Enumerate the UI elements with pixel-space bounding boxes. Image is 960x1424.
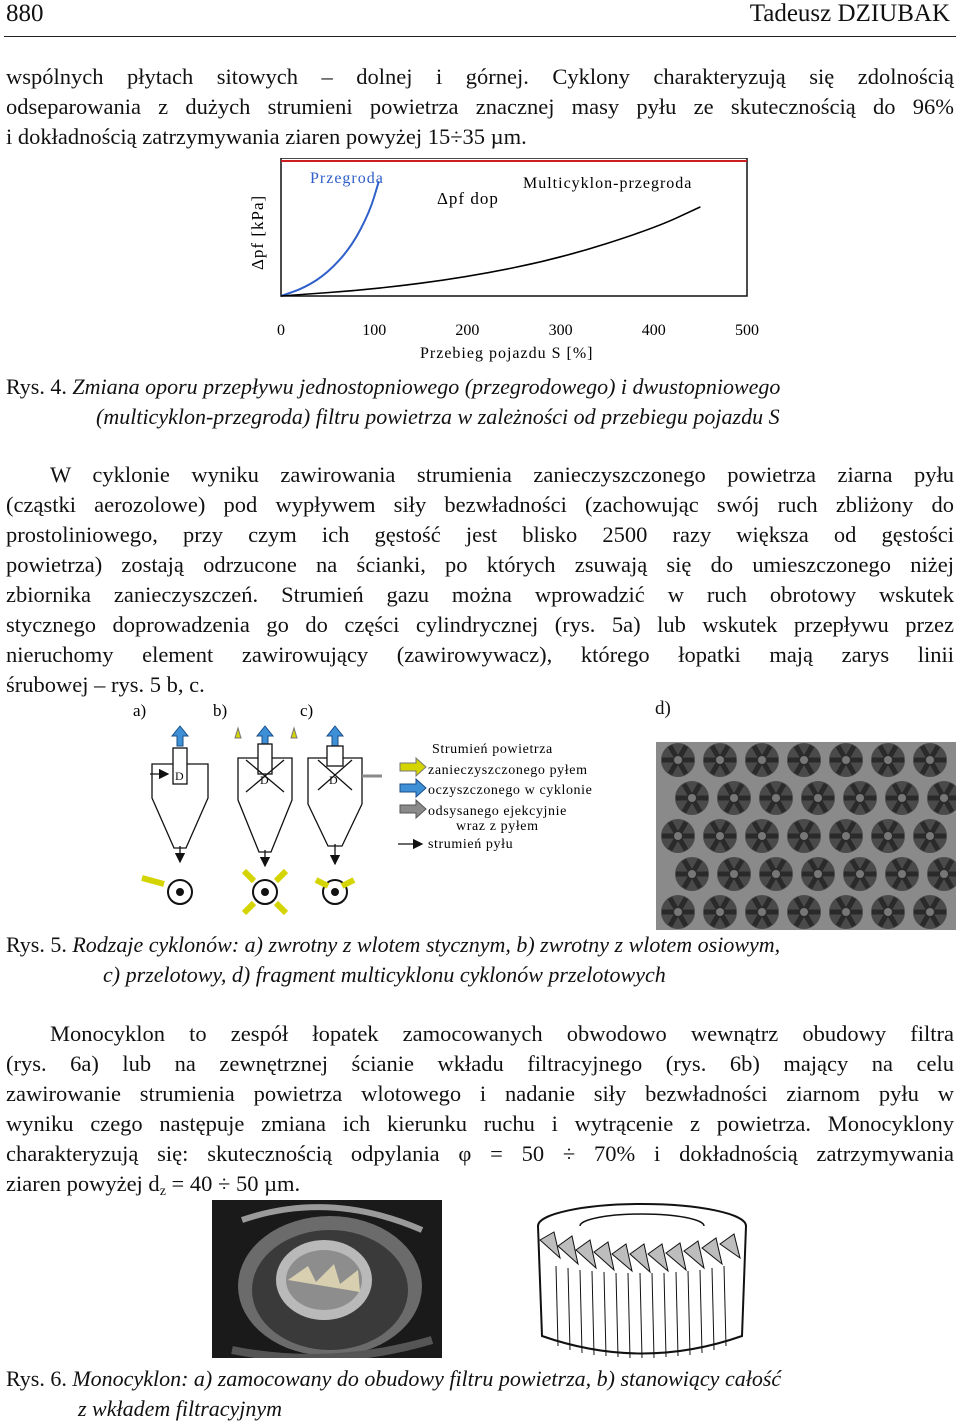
- plan-view-c: [316, 880, 354, 904]
- text-line: charakteryzują się: skutecznością odpylania φ = 50 ÷ 70% i dokładnością zatrzymywania: [6, 1141, 954, 1166]
- swirl-vane-element: [843, 781, 877, 815]
- swirl-vane-element: [717, 857, 751, 891]
- clean-air-arrow: [257, 726, 273, 746]
- text-line: stycznego doprowadzenia go do części cylindrycznej (rys. 5a) lub wskutek przepływu przez: [6, 612, 954, 637]
- threshold-label: Δpf dop: [437, 189, 499, 208]
- caption-line: Monocyklon: a) zamocowany do obudowy filtru powietrza, b) stanowiący całość: [72, 1366, 782, 1391]
- monocyclon-filter-insert-drawing: [520, 1196, 760, 1368]
- legend-swatch-ejected: [400, 800, 426, 818]
- swirl-vane-element: [675, 781, 709, 815]
- monocyclon-housing-photo: [212, 1200, 442, 1358]
- cyclone-b: [238, 744, 292, 866]
- swirl-vane-element: [913, 895, 947, 929]
- page-number: 880: [6, 0, 44, 27]
- header-rule: [4, 36, 956, 37]
- text-line: wspólnych płytach sitowych – dolnej i górnej. Cyklony charakteryzują się zdolnością: [6, 64, 954, 89]
- swirl-vane-element: [703, 819, 737, 853]
- swirl-vane-element: [829, 819, 863, 853]
- running-author: Tadeusz DZIUBAK: [749, 0, 950, 27]
- plan-view-a: [142, 878, 192, 904]
- diameter-label: D: [329, 773, 338, 787]
- cyclone-c: [308, 746, 382, 864]
- swirl-vane-element: [913, 743, 947, 777]
- paragraph-3: [6, 1019, 954, 1207]
- dirty-air-arrow: [235, 728, 241, 738]
- x-tick-label: 500: [735, 322, 759, 339]
- legend-item: odsysanego ejekcyjnie: [428, 804, 567, 819]
- swirl-vane-element: [661, 743, 695, 777]
- swirl-vane-element: [745, 895, 779, 929]
- swirl-vane-element: [843, 857, 877, 891]
- caption-line: c) przelotowy, d) fragment multicyklonu cyklonów przelotowych: [103, 962, 666, 987]
- text-line: śrubowej – rys. 5 b, c.: [6, 672, 205, 697]
- text-line: i dokładnością zatrzymywania ziaren powyżej 15÷35 µm.: [6, 124, 527, 149]
- text-fragment: = 40 ÷ 50 µm.: [165, 1171, 301, 1196]
- cyclone-a: [150, 748, 208, 862]
- text-line: zbiornika zanieczyszczeń. Strumień gazu można wprowadzić w ruch obrotowy wskutek: [6, 582, 954, 607]
- legend-swatch-dirty: [400, 758, 426, 776]
- caption-label: Rys. 4.: [6, 374, 67, 399]
- x-tick-label: 200: [455, 322, 480, 339]
- swirl-vane-element: [787, 743, 821, 777]
- x-tick-label: 0: [277, 322, 285, 339]
- diameter-label: D: [260, 773, 269, 787]
- swirl-vane-element: [885, 857, 919, 891]
- swirl-vane-element: [871, 819, 905, 853]
- swirl-vane-element: [661, 895, 695, 929]
- plan-view-b: [244, 871, 286, 913]
- clean-air-arrow: [327, 726, 343, 746]
- swirl-vane-element: [703, 743, 737, 777]
- figure-4-caption: [6, 372, 956, 432]
- figure-5-caption: [6, 930, 956, 990]
- series-line-multicyklon: [281, 207, 700, 296]
- figure-6-caption: [6, 1364, 956, 1424]
- x-tick-label: 300: [548, 322, 573, 339]
- clean-air-arrow: [172, 726, 188, 746]
- swirl-vane-element: [801, 781, 835, 815]
- legend-item: zanieczyszczonego pyłem: [428, 763, 588, 778]
- swirl-vane-element: [675, 857, 709, 891]
- swirl-vane-element: [913, 819, 947, 853]
- swirl-vane-element: [703, 895, 737, 929]
- series-label-przegroda: Przegroda: [310, 170, 384, 187]
- fig-label-d: d): [655, 698, 671, 719]
- caption-line: Rodzaje cyklonów: a) zwrotny z wlotem stycznym, b) zwrotny z wlotem osiowym,: [72, 932, 781, 957]
- legend-title: Strumień powietrza: [432, 742, 553, 757]
- x-tick-label: 100: [362, 322, 387, 339]
- fig-label-c: c): [300, 701, 314, 720]
- fig-label-b: b): [213, 701, 228, 720]
- swirl-vane-element: [759, 857, 793, 891]
- text-line: (cząstki aerozolowe) pod wypływem siły bezwładności (zachowując swój ruch zbliżony do: [6, 492, 954, 517]
- swirl-vane-element: [661, 819, 695, 853]
- subscript: z: [159, 1184, 166, 1199]
- paragraph-1: [6, 62, 954, 152]
- diameter-label: D: [175, 769, 184, 783]
- x-axis-label: Przebieg pojazdu S [%]: [420, 345, 594, 362]
- cyclone-types-figure: [120, 696, 640, 926]
- swirl-vane-element: [745, 743, 779, 777]
- y-axis-label: Δpf [kPa]: [248, 194, 267, 270]
- swirl-vane-element: [717, 781, 751, 815]
- text-line: nieruchomy element zawirowujący (zawirowywacz), którego łopatki mają zarys linii: [6, 642, 954, 667]
- text-line: zawirowanie strumienia powietrza wlotowego i nadanie siły bezwładności ziarnom pyłu w: [6, 1081, 954, 1106]
- swirl-vane-element: [745, 819, 779, 853]
- text-line: Monocyklon to zespół łopatek zamocowanych obwodowo wewnątrz obudowy filtra: [50, 1021, 954, 1046]
- text-line: (rys. 6a) lub na zewnętrznej ścianie wkładu filtracyjnego (rys. 6b) mający na celu: [6, 1051, 954, 1076]
- swirl-vane-element: [787, 895, 821, 929]
- dirty-air-arrow: [291, 728, 297, 738]
- text-line: [6, 1169, 954, 1207]
- legend-item: wraz z pyłem: [456, 819, 539, 834]
- caption-line: (multicyklon-przegroda) filtru powietrza w zależności od przebiegu pojazdu S: [96, 404, 780, 429]
- caption-label: Rys. 6.: [6, 1366, 67, 1391]
- swirl-vane-element: [871, 743, 905, 777]
- text-line: powietrza) zostają odrzucone na ścianki, po których zsuwają się do umieszczonego niżej: [6, 552, 954, 577]
- text-fragment: ziaren powyżej d: [6, 1171, 160, 1196]
- x-ticks: [277, 322, 759, 339]
- x-tick-label: 400: [641, 322, 666, 339]
- series-line-przegroda: [281, 181, 379, 296]
- fig-label-a: a): [133, 701, 147, 720]
- swirl-vane-element: [801, 857, 835, 891]
- caption-line: z wkładem filtracyjnym: [78, 1396, 283, 1421]
- swirl-vane-element: [759, 781, 793, 815]
- series-label-multicyklon: Multicyklon-przegroda: [523, 175, 693, 192]
- swirl-vane-element: [829, 895, 863, 929]
- text-line: odseparowania z dużych strumieni powietrza znacznej masy pyłu ze skutecznością do 96%: [6, 94, 954, 119]
- swirl-vane-element: [885, 781, 919, 815]
- text-line: W cyklonie wyniku zawirowania strumienia zanieczyszczonego powietrza ziarna pyłu: [50, 462, 954, 487]
- pressure-drop-chart: [225, 158, 785, 370]
- text-line: wyniku czego następuje zmiana ich kierunku ruchu i wytrącenie z powietrza. Monocyklony: [6, 1111, 954, 1136]
- legend-swatch-clean: [400, 779, 426, 797]
- legend-item: oczyszczonego w cyklonie: [428, 783, 593, 798]
- swirl-vane-element: [871, 895, 905, 929]
- multicyclone-photo: [656, 742, 956, 930]
- text-line: prostoliniowego, przy czym ich gęstość jest blisko 2500 razy większa od gęstości: [6, 522, 954, 547]
- paragraph-2: [6, 460, 954, 700]
- swirl-vane-element: [787, 819, 821, 853]
- caption-label: Rys. 5.: [6, 932, 67, 957]
- caption-line: Zmiana oporu przepływu jednostopniowego (przegrodowego) i dwustopniowego: [72, 374, 781, 399]
- legend-item: strumień pyłu: [428, 837, 514, 852]
- swirl-vane-element: [829, 743, 863, 777]
